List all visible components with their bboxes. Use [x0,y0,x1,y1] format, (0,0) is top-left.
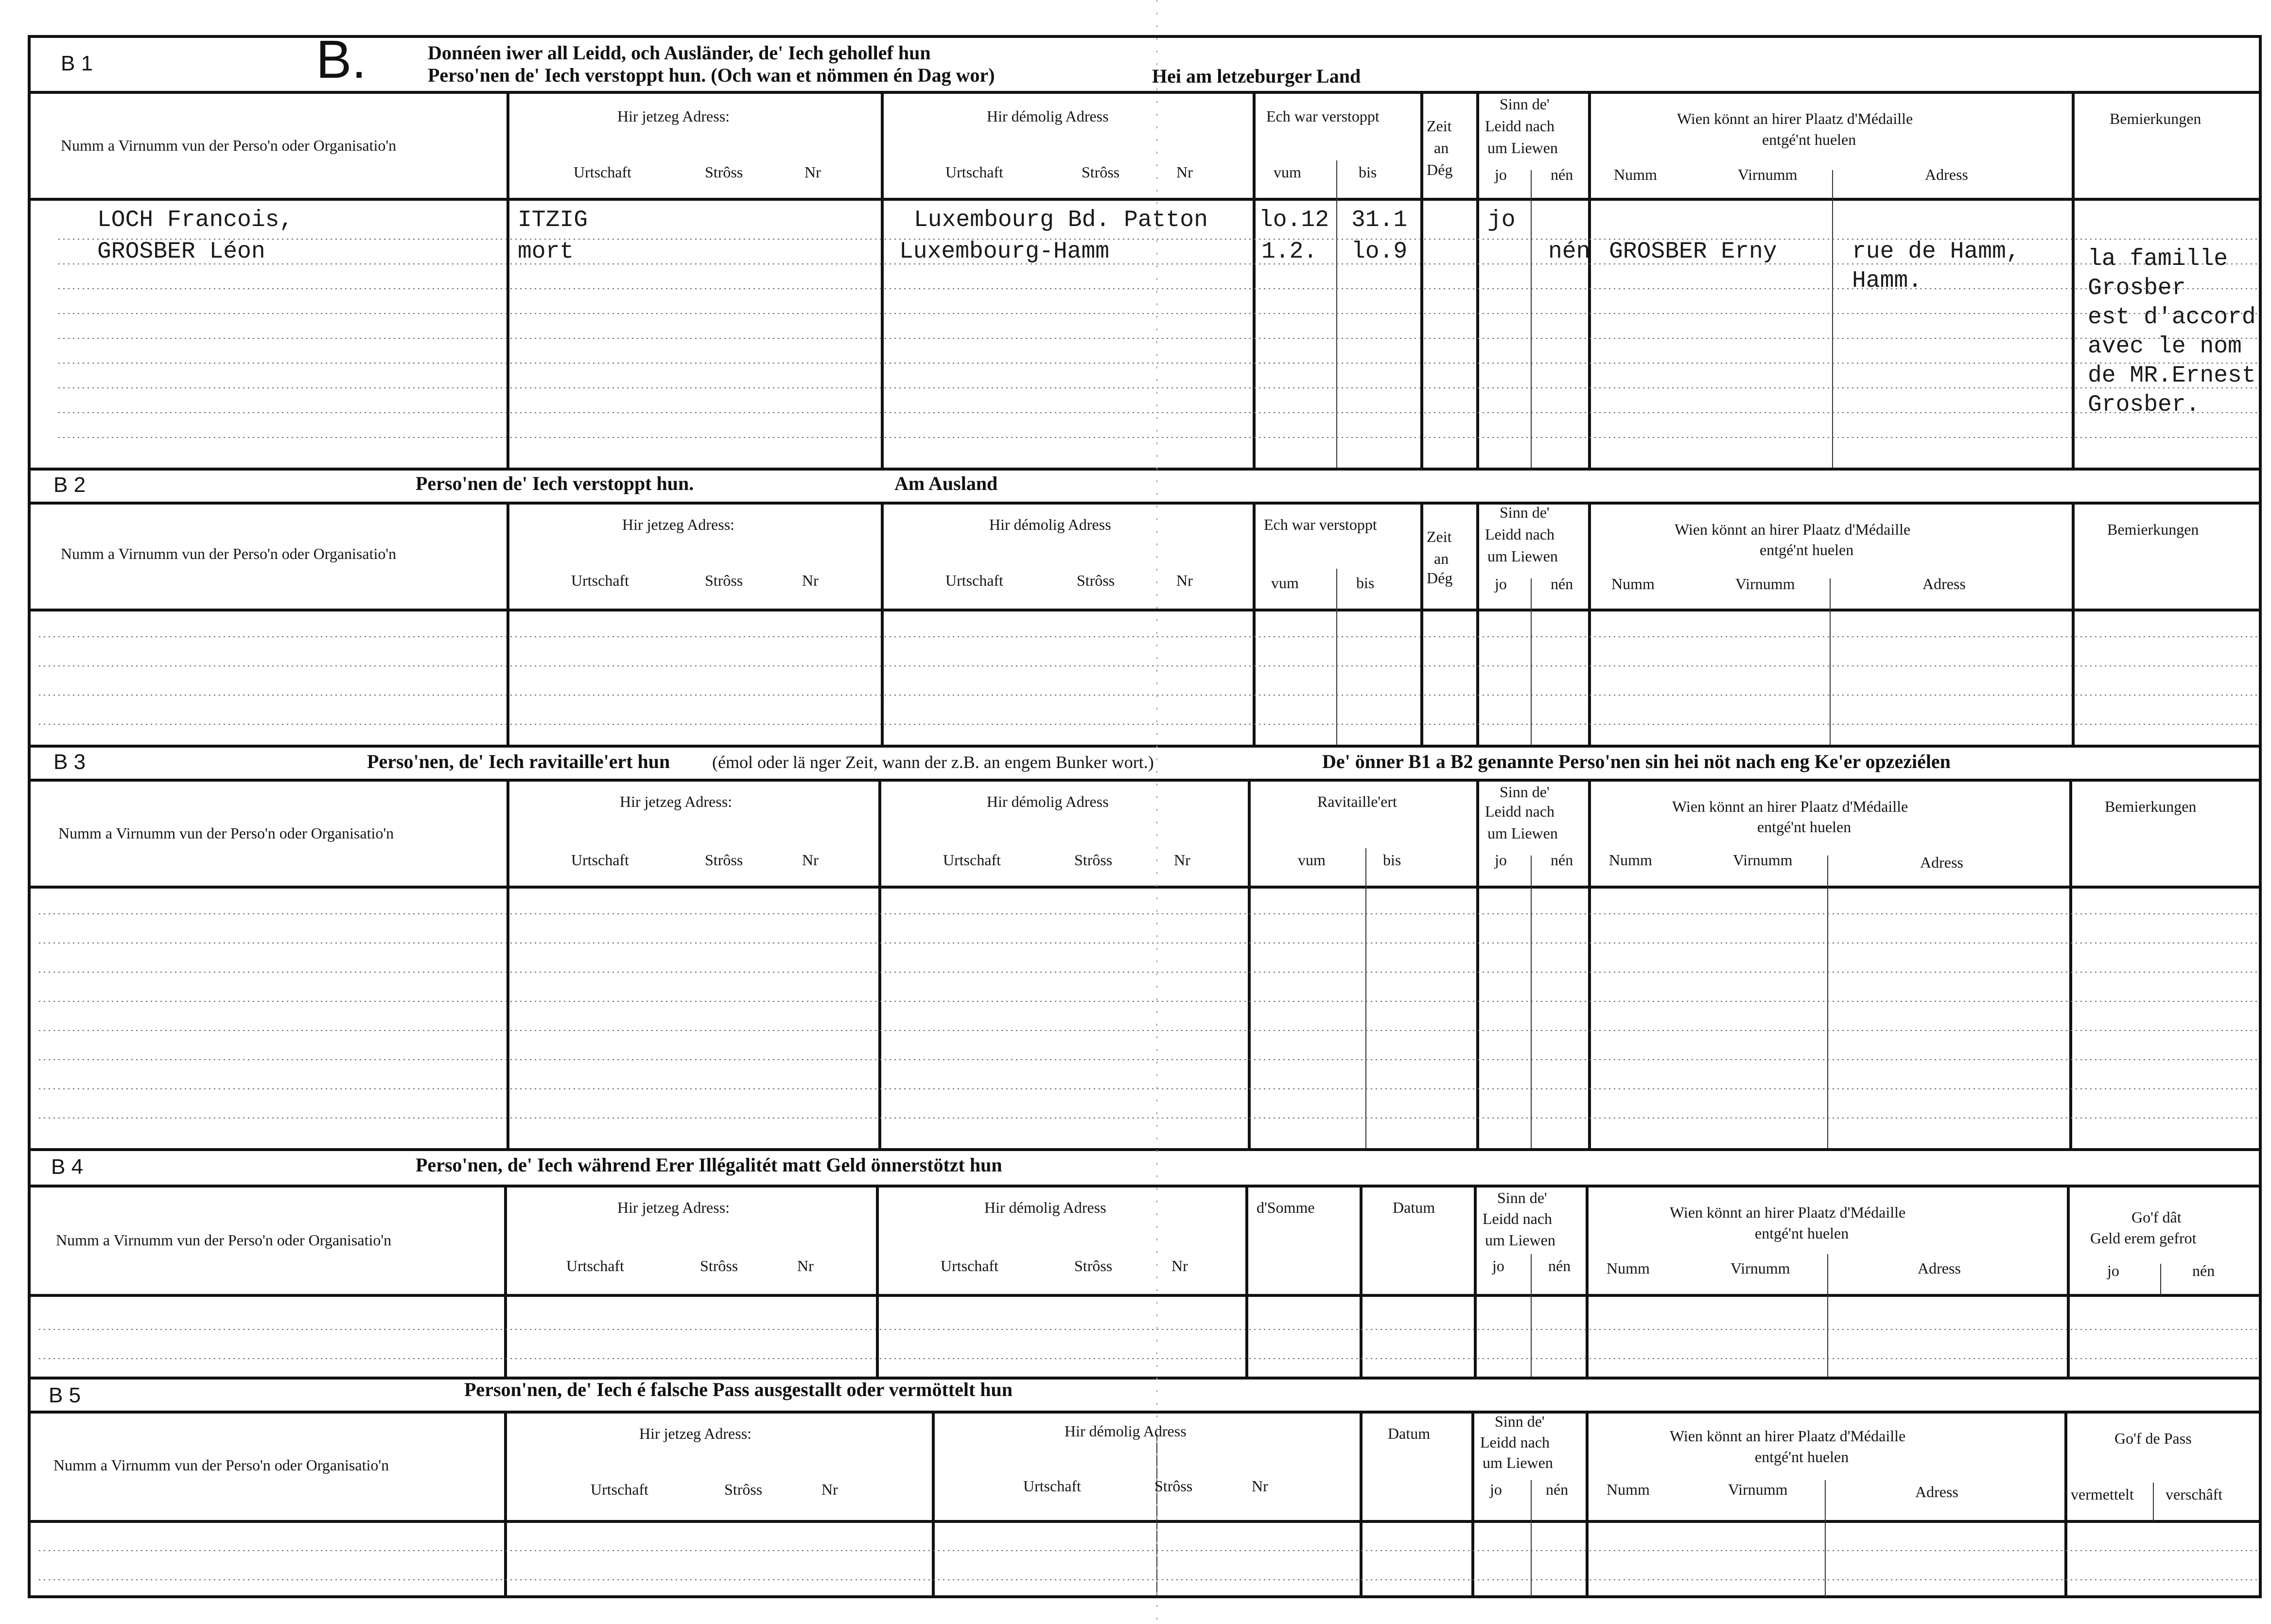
header-nen: nén [1551,575,1573,593]
section-code: B 4 [51,1155,84,1179]
header-stross: Strôss [1074,851,1113,869]
header-nr: Nr [797,1257,814,1275]
header-vum: vum [1274,163,1301,181]
header-adress: Adress [1918,1259,1961,1277]
header-nr: Nr [804,163,821,181]
entry-former-address: Luxembourg-Hamm [899,239,1110,265]
header-current-address: Hir jetzeg Adress: [620,793,733,810]
entry-remark: Grosber [2088,275,2186,301]
header-medal: Wien könnt an hirer Plaatz d'Médaille [1677,110,1913,127]
header-current-address: Hir jetzeg Adress: [617,1199,730,1216]
header-zeit: Dég [1427,161,1453,178]
header-alive: Sinn de' [1500,783,1550,801]
header-urtschaft: Urtschaft [941,1257,999,1275]
header-virnumm: Virnumm [1730,1259,1790,1277]
header-vum: vum [1298,851,1326,869]
header-numm: Numm [1607,1259,1650,1277]
section-title: Perso'nen, de' Iech während Erer Illégalitét matt Geld önnerstötzt hun [416,1154,1002,1176]
header-medal: entgé'nt huelen [1762,131,1856,148]
header-zeit: an [1434,550,1449,567]
header-jo: jo [1495,575,1507,593]
entry-former-address: Luxembourg Bd. Patton [914,207,1208,233]
header-alive: Sinn de' [1500,504,1550,521]
header-stross: Strôss [724,1481,763,1498]
entry-remark: est d'accord [2088,304,2256,331]
header-nen: nén [2192,1262,2215,1279]
header-urtschaft: Urtschaft [1023,1477,1082,1495]
header-alive: um Liewen [1487,139,1558,157]
entry-current-place: ITZIG [518,207,588,233]
header-numm: Numm [1607,1481,1650,1498]
header-alive: Leidd nach [1485,803,1555,820]
header-zeit: an [1434,139,1449,157]
header-nen: nén [1551,851,1573,869]
entry-recipient-address: Hamm. [1852,268,1922,294]
header-numm: Numm [1614,166,1657,183]
header-former-address: Hir démolig Adress [987,793,1109,810]
header-nen: nén [1546,1481,1569,1498]
entry-name: GROSBER Léon [97,239,265,265]
entry-to: lo.9 [1351,239,1408,265]
entry-from: lo.12 [1259,207,1329,233]
header-name: Numm a Virnumm vun der Perso'n oder Organisatio'n [56,1231,392,1249]
section-title-right: Hei am letzeburger Land [1152,65,1361,87]
section-code: B 1 [61,52,93,75]
header-former-address: Hir démolig Adress [1065,1422,1187,1440]
header-nr: Nr [1174,851,1190,869]
entry-remark: la famille [2088,246,2228,272]
header-somme: d'Somme [1257,1199,1315,1216]
entry-remark: Grosber. [2088,392,2200,418]
form-border [29,36,2260,1597]
header-alive: um Liewen [1487,824,1558,842]
entry-alive: nén [1548,239,1590,265]
header-jo: jo [1492,1257,1504,1275]
entry-remark: de MR.Ernest [2088,363,2256,389]
header-alive: Sinn de' [1495,1413,1545,1430]
header-numm: Numm [1609,851,1652,869]
section-code: B 3 [53,750,86,774]
header-alive: um Liewen [1483,1454,1553,1471]
header-former-address: Hir démolig Adress [989,516,1111,533]
header-jo: jo [1495,166,1507,183]
header-virnumm: Virnumm [1738,166,1798,183]
header-former-address: Hir démolig Adress [984,1199,1106,1216]
section-b3 [29,746,2260,1150]
header-stross: Strôss [1077,572,1115,589]
header-alive: Sinn de' [1497,1189,1547,1206]
header-alive: um Liewen [1485,1231,1555,1249]
header-zeit: Dég [1427,569,1453,587]
header-medal: entgé'nt huelen [1755,1224,1849,1242]
header-alive: Sinn de' [1500,95,1550,113]
header-jo: jo [2107,1262,2119,1279]
section-b2 [29,469,2260,746]
header-adress: Adress [1920,854,1963,871]
header-urtschaft: Urtschaft [566,1257,625,1275]
header-hidden: Ech war verstoppt [1264,516,1377,533]
header-alive: um Liewen [1487,547,1558,565]
section-title: Donnéen iwer all Leidd, och Ausländer, de' Iech gehollef hun [428,42,931,64]
section-title: Perso'nen de' Iech verstoppt hun. (Och wan et nömmen én Dag wor) [428,64,995,86]
header-medal: Wien könnt an hirer Plaatz d'Médaille [1672,798,1908,815]
header-adress: Adress [1922,575,1966,593]
header-name: Numm a Virnumm vun der Perso'n oder Organisatio'n [61,545,397,562]
header-zeit: Zeit [1427,528,1452,545]
header-bis: bis [1383,851,1401,869]
header-nr: Nr [1252,1477,1268,1495]
header-bis: bis [1356,574,1375,592]
header-remarks: Bemierkungen [2110,110,2201,127]
header-name: Numm a Virnumm vun der Perso'n oder Organisatio'n [58,824,394,842]
header-adress: Adress [1925,166,1968,183]
header-vermettelt: vermettelt [2071,1485,2134,1503]
header-stross: Strôss [705,163,743,181]
header-medal: Wien könnt an hirer Plaatz d'Médaille [1670,1204,1906,1221]
header-adress: Adress [1915,1483,1958,1501]
entry-name: LOCH Francois, [97,207,294,233]
section-letter: B. [316,30,367,89]
section-title: Perso'nen, de' Iech ravitaille'ert hun [367,751,670,772]
section-b5 [29,1378,2260,1597]
header-urtschaft: Urtschaft [571,572,629,589]
header-name: Numm a Virnumm vun der Perso'n oder Organisatio'n [61,137,397,154]
header-current-address: Hir jetzeg Adress: [622,516,735,533]
header-nr: Nr [1176,572,1193,589]
header-urtschaft: Urtschaft [574,163,632,181]
header-nr: Nr [802,851,819,869]
section-title-right: Am Ausland [894,472,998,494]
section-title-note: (émol oder lä nger Zeit, wann der z.B. an engem Bunker wort.) [712,752,1154,772]
section-code: B 5 [49,1383,81,1407]
header-nr: Nr [1171,1257,1188,1275]
header-nen: nén [1551,166,1573,183]
header-alive: Leidd nach [1485,117,1555,135]
header-medal: entgé'nt huelen [1760,541,1854,559]
header-nr: Nr [802,572,819,589]
header-medal: Wien könnt an hirer Plaatz d'Médaille [1670,1427,1906,1445]
section-b1 [29,30,2260,469]
header-urtschaft: Urtschaft [943,851,1001,869]
entry-recipient: GROSBER Erny [1609,239,1777,265]
header-remarks: Bemierkungen [2107,521,2199,538]
header-alive: Leidd nach [1480,1433,1550,1451]
entry-remark: avec le nom [2088,333,2242,360]
header-datum: Datum [1393,1199,1435,1216]
section-title-right: De' önner B1 a B2 genannte Perso'nen sin hei nöt nach eng Ke'er opzeziélen [1322,751,1951,772]
header-remarks: Bemierkungen [2105,798,2197,815]
entry-alive: jo [1487,207,1516,233]
header-gof: Go'f dât [2131,1208,2182,1226]
header-numm: Numm [1611,575,1655,593]
header-nr: Nr [821,1481,838,1498]
header-gof: Geld erem gefrot [2090,1229,2197,1247]
entry-to: 31.1 [1351,207,1408,233]
header-stross: Strôss [1074,1257,1113,1275]
header-ravit: Ravitaille'ert [1317,793,1397,810]
header-virnumm: Virnumm [1735,575,1795,593]
header-urtschaft: Urtschaft [945,572,1004,589]
entry-current-place: mort [518,239,574,265]
header-name: Numm a Virnumm vun der Perso'n oder Organisatio'n [53,1456,389,1474]
header-virnumm: Virnumm [1728,1481,1788,1498]
section-code: B 2 [53,473,86,497]
header-stross: Strôss [705,851,743,869]
header-medal: entgé'nt huelen [1755,1448,1849,1466]
header-stross: Strôss [705,572,743,589]
header-urtschaft: Urtschaft [571,851,629,869]
header-zeit: Zeit [1427,117,1452,135]
header-nr: Nr [1176,163,1193,181]
header-bis: bis [1359,163,1377,181]
header-virnumm: Virnumm [1733,851,1793,869]
section-title: Perso'nen de' Iech verstoppt hun. [416,472,694,494]
header-stross: Strôss [1154,1477,1193,1495]
header-hidden: Ech war verstoppt [1266,107,1380,125]
header-current-address: Hir jetzeg Adress: [639,1425,752,1442]
header-jo: jo [1490,1481,1502,1498]
header-gofpass: Go'f de Pass [2114,1430,2192,1447]
header-urtschaft: Urtschaft [945,163,1004,181]
header-nen: nén [1548,1257,1571,1275]
entry-from: 1.2. [1261,239,1318,265]
header-stross: Strôss [1082,163,1120,181]
entry-recipient-address: rue de Hamm, [1852,239,2020,265]
header-former-address: Hir démolig Adress [987,107,1109,125]
header-urtschaft: Urtschaft [591,1481,649,1498]
section-b4 [29,1150,2260,1378]
header-alive: Leidd nach [1485,525,1555,543]
header-verschaft: verschâft [2166,1485,2223,1503]
header-current-address: Hir jetzeg Adress: [617,107,730,125]
header-vum: vum [1271,574,1299,592]
header-stross: Strôss [700,1257,738,1275]
header-datum: Datum [1388,1425,1431,1442]
header-jo: jo [1495,851,1507,869]
header-medal: entgé'nt huelen [1757,818,1852,836]
header-medal: Wien könnt an hirer Plaatz d'Médaille [1675,521,1911,538]
section-title: Person'nen, de' Iech é falsche Pass ausgestallt oder vermöttelt hun [464,1379,1013,1400]
header-alive: Leidd nach [1483,1210,1553,1227]
